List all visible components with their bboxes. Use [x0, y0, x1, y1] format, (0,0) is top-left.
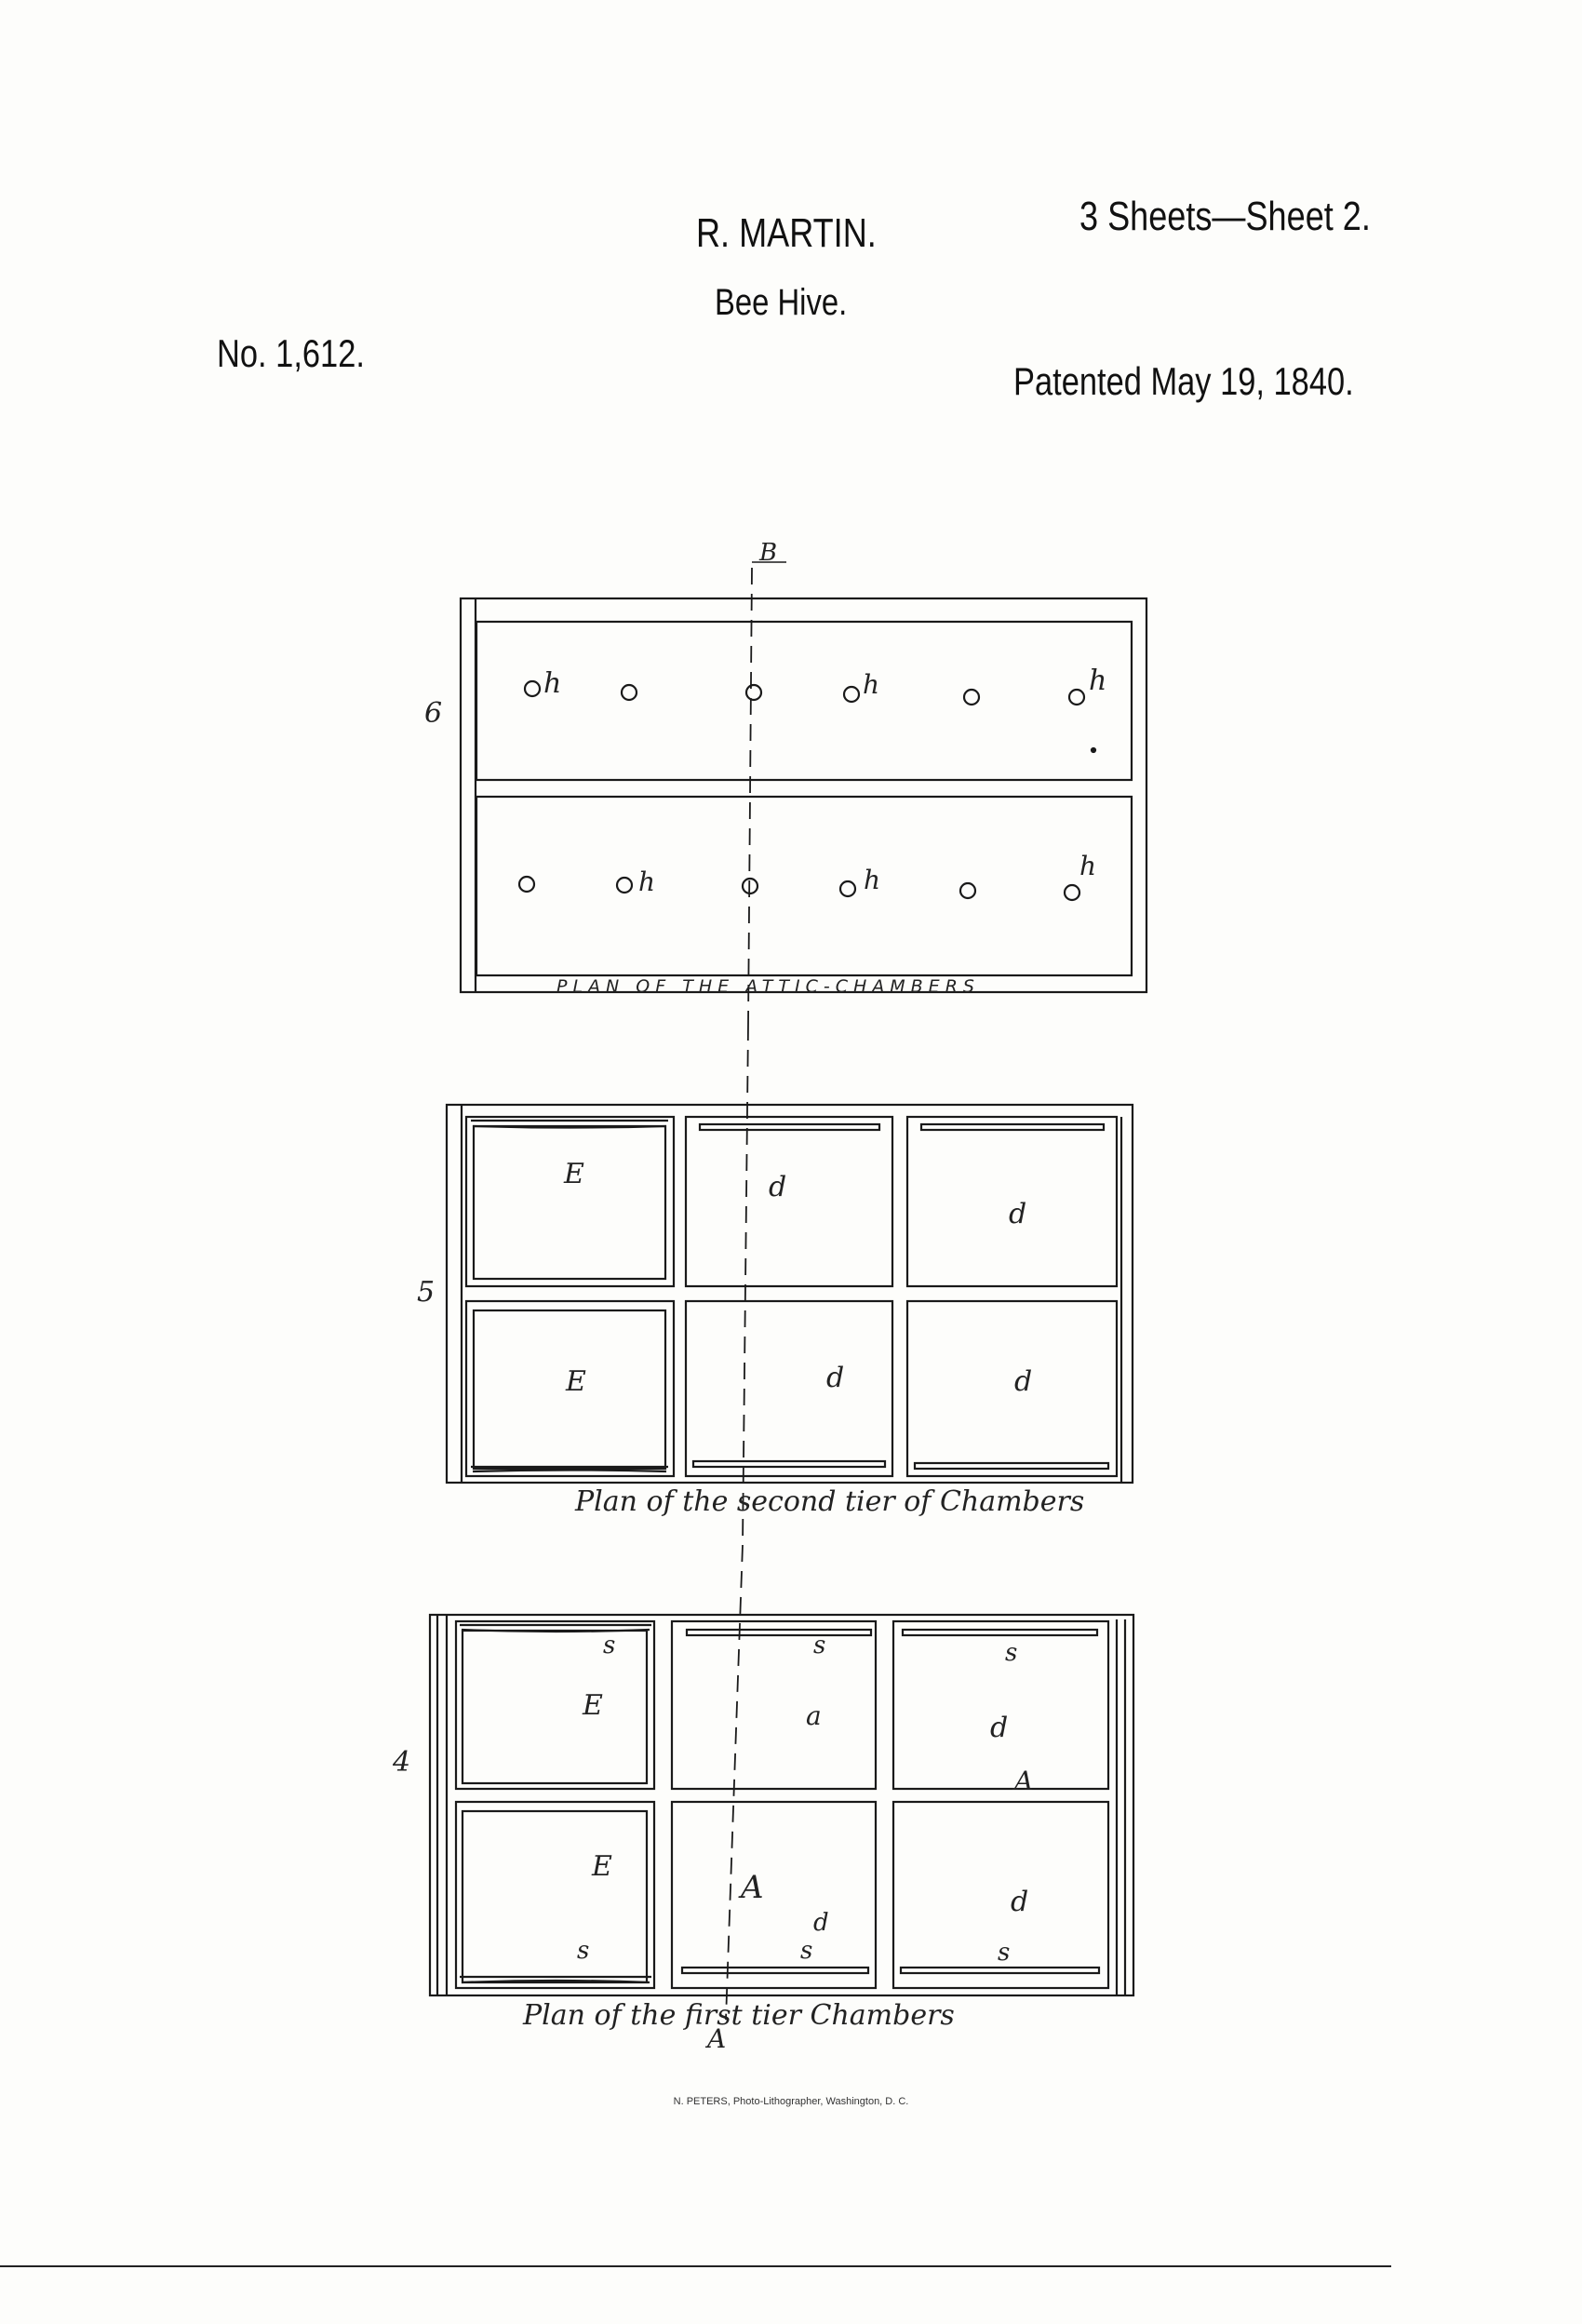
- chamber-label: d: [1014, 1365, 1033, 1398]
- first-tier-caption: Plan of the first tier Chambers: [523, 1999, 955, 2032]
- figure-number-6: 6: [424, 697, 443, 730]
- invention-title: Bee Hive.: [715, 282, 848, 323]
- first-tier-outer-frame: [430, 1615, 1133, 1995]
- chamber-d: [907, 1301, 1117, 1476]
- chamber-A: [672, 1802, 876, 1988]
- figure-5-second-tier-plan: [447, 1105, 1133, 1483]
- chamber-E-bottom-inner: [463, 1811, 647, 1982]
- slat: [693, 1461, 885, 1467]
- second-tier-outer-frame: [447, 1105, 1133, 1483]
- chamber-label: a: [806, 1700, 822, 1731]
- hole-label: h: [1079, 851, 1097, 881]
- patent-number: No. 1,612.: [217, 331, 365, 375]
- chamber-d: [686, 1117, 892, 1286]
- inventor-name: R. MARTIN.: [696, 210, 877, 256]
- chamber-label: d: [826, 1362, 845, 1394]
- slat: [901, 1968, 1099, 1973]
- chamber-d: [893, 1621, 1108, 1789]
- printer-credit: N. PETERS, Photo-Lithographer, Washington, D. C.: [673, 2096, 909, 2107]
- slat-label: s: [998, 1939, 1011, 1967]
- hole-label: h: [863, 669, 880, 700]
- chamber-label: d: [1011, 1886, 1029, 1918]
- slat: [687, 1630, 871, 1635]
- hole: [1065, 885, 1079, 900]
- chamber-label: E: [564, 1158, 584, 1190]
- chamber-label: d: [1009, 1198, 1027, 1230]
- chamber-a: [672, 1621, 876, 1789]
- chamber-label: d: [990, 1712, 1009, 1744]
- chamber-E-top: [466, 1117, 674, 1286]
- sheet-number: 3 Sheets—Sheet 2.: [1079, 194, 1371, 239]
- hole-label: h: [543, 667, 562, 700]
- figure-number-5: 5: [417, 1276, 436, 1309]
- hole: [1069, 690, 1084, 705]
- figure-number-4: 4: [393, 1746, 411, 1779]
- slat-label: s: [603, 1632, 616, 1659]
- bottom-rule: [0, 2265, 1391, 2267]
- hole-label: h: [864, 865, 881, 895]
- chamber-E-top: [456, 1621, 654, 1789]
- slat: [903, 1630, 1097, 1635]
- hole: [525, 681, 540, 696]
- molding: [460, 1625, 651, 1982]
- second-tier-caption: Plan of the second tier of Chambers: [575, 1485, 1085, 1518]
- hole: [617, 878, 632, 893]
- patent-date: Patented May 19, 1840.: [1013, 359, 1354, 403]
- hole: [519, 877, 534, 892]
- attic-chamber-upper: [476, 622, 1132, 780]
- chamber-d: [686, 1301, 892, 1476]
- attic-caption: PLAN OF THE ATTIC-CHAMBERS: [556, 976, 980, 997]
- figure-6-attic-plan: [461, 598, 1146, 992]
- chamber-label: A: [1014, 1766, 1034, 1796]
- chamber-label: E: [566, 1365, 586, 1398]
- chamber-E-top-inner: [463, 1631, 647, 1783]
- slat: [915, 1463, 1108, 1469]
- hole-label: h: [638, 866, 656, 897]
- hole: [964, 690, 979, 705]
- chamber-E-top-inner: [474, 1126, 665, 1279]
- dot: [1092, 748, 1095, 752]
- slat-label: s: [813, 1632, 826, 1659]
- hole: [746, 685, 761, 700]
- slat-label: s: [577, 1937, 590, 1965]
- attic-outer-frame: [461, 598, 1146, 992]
- hole: [840, 881, 855, 896]
- chamber-label: E: [583, 1689, 603, 1722]
- hole: [960, 883, 975, 898]
- chamber-label: E: [592, 1850, 612, 1883]
- slat-label: s: [1005, 1639, 1018, 1667]
- hole-label: h: [1089, 665, 1107, 697]
- chamber-label: d: [769, 1171, 787, 1203]
- chamber-label: A: [741, 1869, 764, 1906]
- section-label-b: B: [759, 539, 778, 567]
- slat: [921, 1124, 1104, 1130]
- section-label-a: A: [707, 2023, 727, 2054]
- figure-4-first-tier-plan: [430, 1615, 1133, 1995]
- chamber-E-bottom: [456, 1802, 654, 1988]
- slat-label: s: [800, 1937, 813, 1965]
- hole: [622, 685, 637, 700]
- hole: [844, 687, 859, 702]
- chamber-label: d: [813, 1909, 829, 1937]
- attic-chamber-lower: [476, 797, 1132, 975]
- slat: [700, 1124, 879, 1130]
- slat: [682, 1968, 868, 1973]
